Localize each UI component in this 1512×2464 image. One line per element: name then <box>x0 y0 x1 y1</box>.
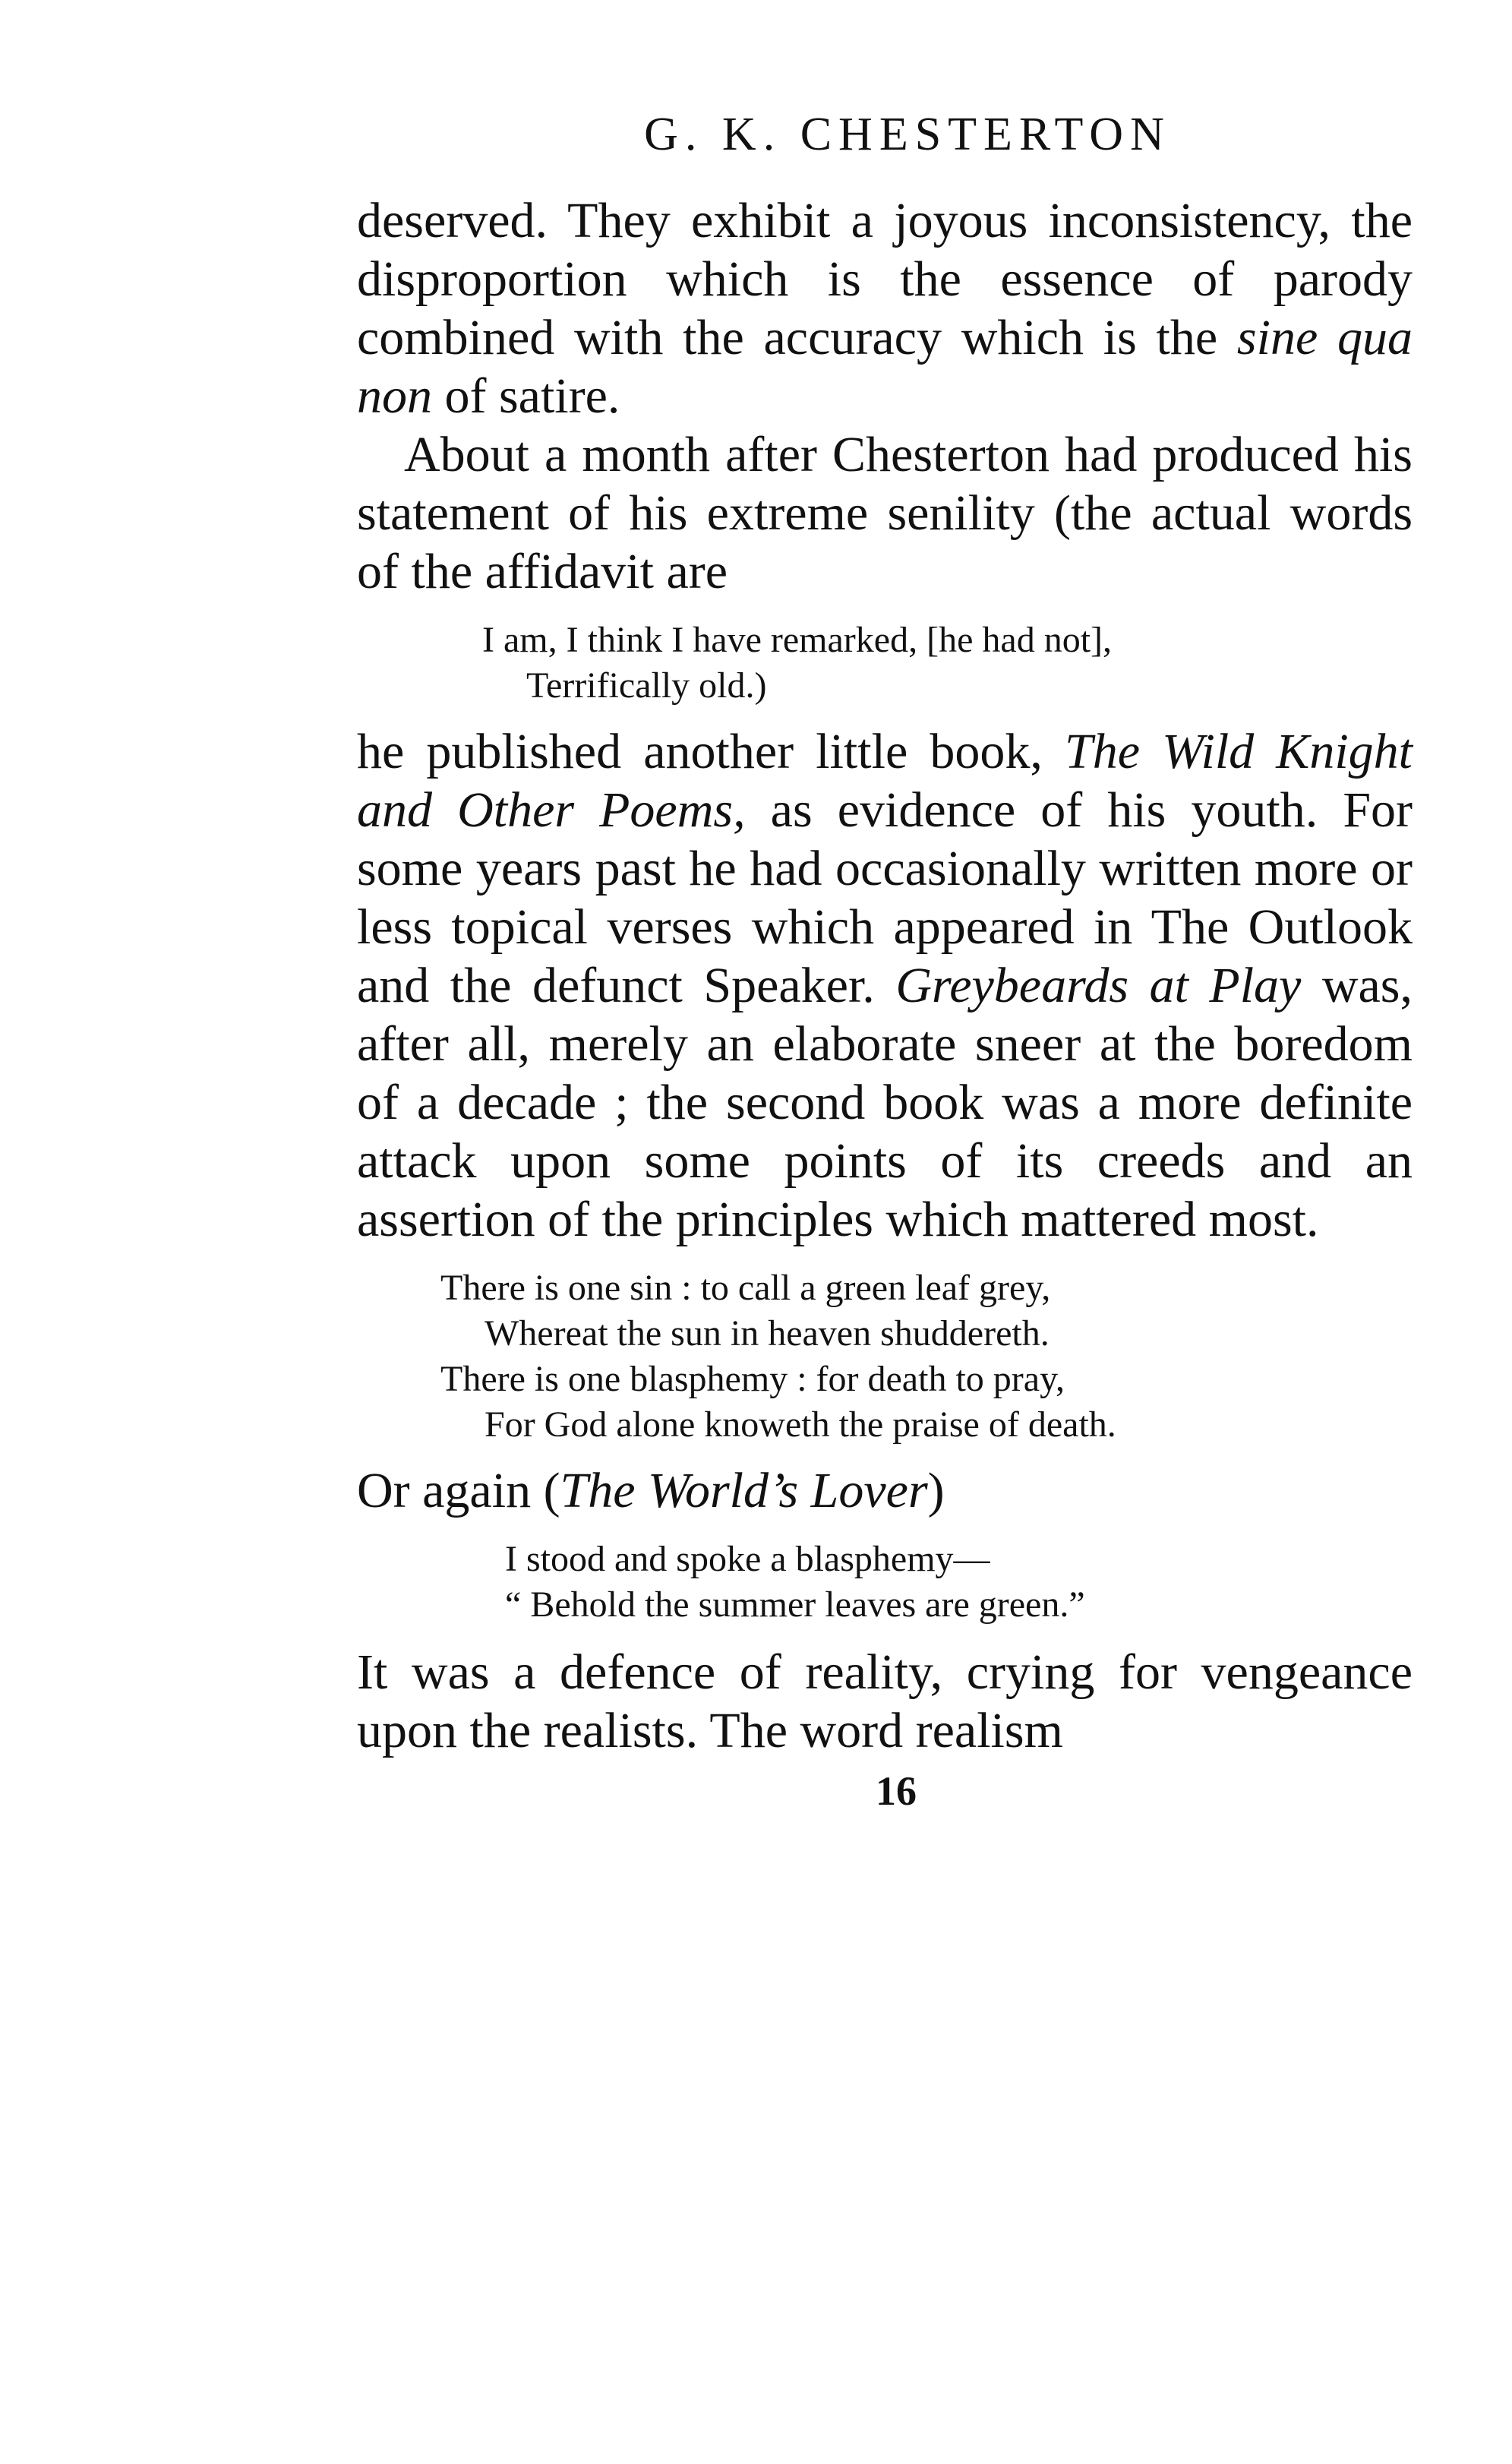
paragraph-or-again <box>357 1461 1413 1520</box>
poem-title-italic: The World’s Lover <box>560 1463 928 1519</box>
verse-line: There is one blasphemy : for death to pray, <box>440 1359 1065 1400</box>
paragraph-text: was, after all, merely an elaborate sneer at the boredom of a decade ; the second book was a more definite attack upon some points of its creeds and an assertion of the principles which mattered most. <box>357 958 1413 1248</box>
verse-line: I stood and spoke a blasphemy— <box>505 1539 990 1580</box>
verse-line: “ Behold the summer leaves are green.” <box>505 1584 1085 1625</box>
verse-line: I am, I think I have remarked, [he had not], <box>482 620 1113 661</box>
paragraph-text: deserved. They exhibit a joyous inconsistency, the disproportion which is the essence of parody combined with the accuracy which is the <box>357 193 1413 366</box>
paragraph-wild-knight <box>357 722 1413 1249</box>
paragraph-text: of satire. <box>432 368 620 425</box>
running-head: G. K. CHESTERTON <box>644 109 1171 160</box>
verse-line: There is one sin : to call a green leaf grey, <box>440 1268 1051 1309</box>
verse-line: For God alone knoweth the praise of death. <box>485 1404 1116 1445</box>
paragraph-reality: It was a defence of reality, crying for vengeance upon the realists. The word realism <box>357 1644 1413 1759</box>
paragraph-text: ) <box>927 1463 945 1519</box>
verse-line: Whereat the sun in heaven shuddereth. <box>485 1313 1050 1354</box>
book-title-italic: Greybeards at Play <box>895 958 1302 1014</box>
paragraph-deserved <box>357 191 1413 425</box>
italic-phrase: sine qua non <box>357 310 1413 425</box>
verse-line: Terrifically old.) <box>526 665 767 706</box>
paragraph-text: he published another little book, <box>357 724 1065 780</box>
paragraph-senility: About a month after Chesterton had produced his statement of his extreme senility (the actual words of the affidavit are <box>357 427 1413 600</box>
paragraph-text: Or again ( <box>357 1463 560 1519</box>
worlds-lover-quote <box>357 1537 1413 1628</box>
book-title-italic: The Wild Knight and Other Poems, <box>357 724 1413 839</box>
paragraph-text: as evidence of his youth. For some years past he had occasionally written more or less topical verses which appeared in The Outlook and the defunct Speaker. <box>357 782 1413 1014</box>
affidavit-quote <box>357 618 1413 709</box>
book-page <box>357 106 1413 1815</box>
page-number: 16 <box>876 1768 917 1815</box>
poem-quote <box>357 1265 1413 1448</box>
